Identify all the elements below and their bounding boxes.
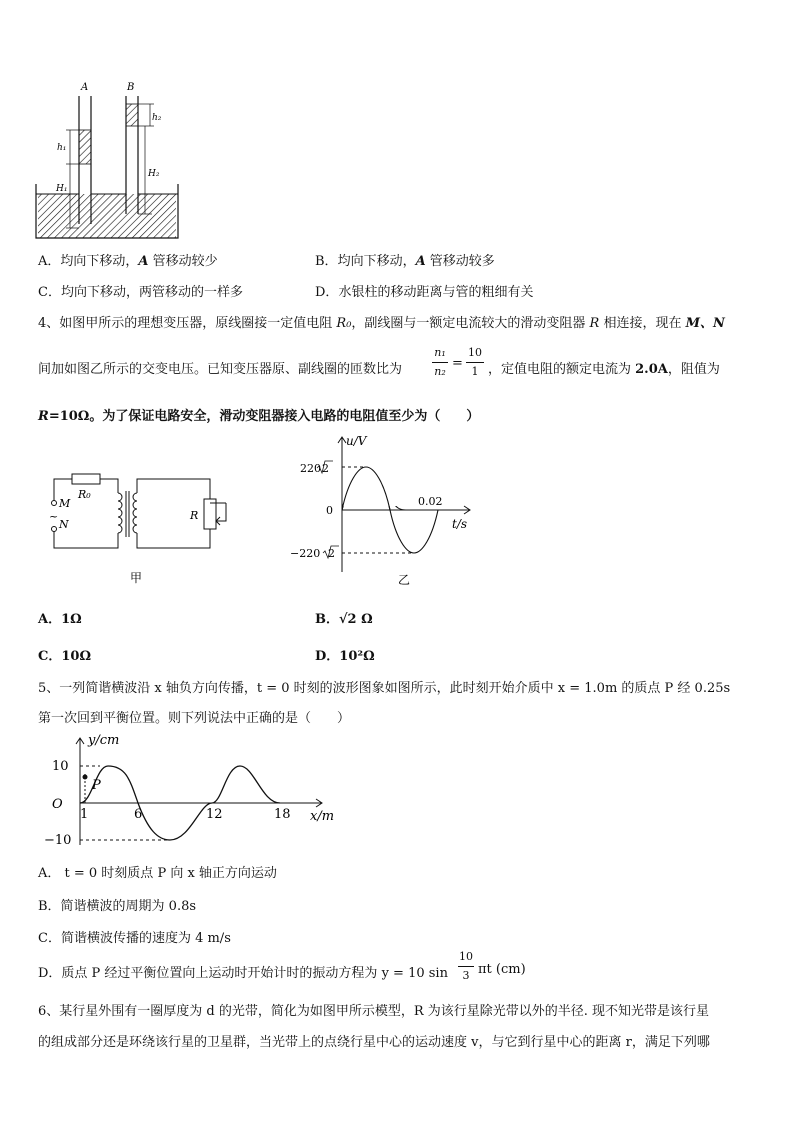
q3-option-c-text: 均向下移动，两管移动的一样多 xyxy=(60,285,243,300)
label-r: R xyxy=(190,509,199,522)
tube-b-mercury xyxy=(126,104,138,126)
wave-y-top: 10 xyxy=(52,759,69,774)
label-tilde: ~ xyxy=(49,510,59,523)
ratio-bar-2 xyxy=(466,362,484,363)
ratio-1: 1 xyxy=(471,365,479,378)
q3-option-a-letter: A． xyxy=(38,254,61,269)
q3-option-a-text: 均向下移动， xyxy=(60,254,139,269)
wave-tick-18: 18 xyxy=(274,807,291,822)
label-h1: h₁ xyxy=(57,143,67,153)
wave-tick-12: 12 xyxy=(206,807,223,822)
q6-stem-line1: 6、某行星外围有一圈厚度为 d 的光带，简化为如图甲所示模型，R 为该行星除光带以外的半径. 现不知光带是该行星 xyxy=(38,1004,710,1019)
q3-option-b-text: 均向下移动， xyxy=(337,254,416,269)
q5-stem-line2: 第一次回到平衡位置。则下列说法中正确的是（ ） xyxy=(38,711,351,726)
primary-coil xyxy=(118,493,122,533)
q4-stem-line1: 4、如图甲所示的理想变压器，原线圈接一定值电阻 R₀，副线圈与一额定电流较大的滑动变阻器 R 相连接，现在 M、N xyxy=(38,316,725,331)
wave-y-bot: −10 xyxy=(44,833,72,848)
graph-zero: 0 xyxy=(326,504,333,517)
wave-tick-6: 6 xyxy=(134,807,143,822)
graph-y-top: 220 xyxy=(300,462,321,475)
wave-ylabel: y/cm xyxy=(88,733,120,748)
q3-option-a-tail: 管移动较少 xyxy=(148,254,218,269)
ratio-10: 10 xyxy=(468,346,482,359)
q3-option-c[interactable] xyxy=(38,281,243,300)
q5-option-d-bar xyxy=(458,966,474,967)
label-m: M xyxy=(59,497,71,510)
q5-option-d-num: 10 xyxy=(459,950,473,963)
q3-option-c-letter: C． xyxy=(38,285,61,300)
q3-option-b[interactable] xyxy=(315,250,495,269)
q3-option-d-letter: D． xyxy=(315,285,339,300)
label-a: A xyxy=(81,82,89,93)
graph-t-end: 0.02 xyxy=(418,495,443,508)
mercury-tubes-figure xyxy=(30,78,190,243)
q5-stem-line1: 5、一列简谐横波沿 x 轴负方向传播，t = 0 时刻的波形图象如图所示，此时刻开始介质中 x = 1.0m 的质点 P 经 0.25s xyxy=(38,681,731,696)
q5-option-d-text: D．质点 P 经过平衡位置向上运动时开始计时的振动方程为 y = 10 sin xyxy=(38,966,448,981)
label-n: N xyxy=(59,518,69,531)
mercury-trough xyxy=(38,194,176,238)
resistor-r0 xyxy=(72,474,100,484)
q5-option-d[interactable] xyxy=(38,962,448,981)
q5-option-b[interactable]: B．简谐横波的周期为 0.8s xyxy=(38,899,197,914)
q4-stem-line2-tail: ，定值电阻的额定电流为 2.0A，阻值为 xyxy=(488,362,720,377)
graph-ylabel: u/V xyxy=(346,434,367,448)
caption-yi: 乙 xyxy=(398,573,411,587)
q4-stem-line3: R=10Ω。为了保证电路安全，滑动变阻器接入电路的电阻值至少为（ ） xyxy=(38,409,480,424)
wave-tick-1: 1 xyxy=(80,807,89,822)
label-r0: R₀ xyxy=(78,488,91,501)
q3-option-d[interactable] xyxy=(315,281,533,300)
wave-graph xyxy=(40,730,350,850)
label-b: B xyxy=(127,82,135,93)
q4-option-a[interactable]: A．1Ω xyxy=(38,612,82,627)
point-p xyxy=(83,775,88,780)
graph-xlabel: t/s xyxy=(452,517,468,531)
wave-xlabel: x/m xyxy=(310,809,335,824)
q3-option-b-letter: B． xyxy=(315,254,338,269)
label-big-h2: H₂ xyxy=(148,169,160,179)
graph-y-bot: −220 xyxy=(290,547,321,560)
transformer-circuit-figure xyxy=(40,465,250,590)
voltage-time-graph xyxy=(280,432,480,587)
q3-option-b-tail: 管移动较多 xyxy=(425,254,495,269)
ratio-n1: n₁ xyxy=(434,346,446,359)
q4-option-c[interactable]: C．10Ω xyxy=(38,649,92,664)
label-h2: h₂ xyxy=(152,113,162,123)
q5-option-a[interactable]: A． t = 0 时刻质点 P 向 x 轴正方向运动 xyxy=(38,866,277,881)
caption-jia: 甲 xyxy=(130,571,143,585)
graph-y-top-sqrt: 2 xyxy=(322,462,329,475)
ratio-equals: = xyxy=(452,356,463,371)
q3-option-d-text: 水银柱的移动距离与管的粗细有关 xyxy=(338,285,534,300)
tube-a-mercury xyxy=(79,130,91,164)
q6-stem-line2: 的组成部分还是环绕该行星的卫星群，当光带上的点绕行星中心的运动速度 v，与它到行星中心的距离 r，满足下列哪 xyxy=(38,1035,710,1050)
q3-option-a[interactable] xyxy=(38,250,218,269)
graph-y-bot-sqrt: 2 xyxy=(328,547,335,560)
label-big-h1: H₁ xyxy=(56,184,68,194)
ratio-n2: n₂ xyxy=(434,365,446,378)
q5-option-d-tail: πt (cm) xyxy=(478,962,526,977)
q3-option-a-tube: A xyxy=(138,254,149,269)
terminal-n xyxy=(52,527,57,532)
terminal-m xyxy=(52,501,57,506)
ratio-bar-1 xyxy=(432,362,448,363)
wave-point-label: P xyxy=(92,778,101,793)
wave-origin: O xyxy=(52,797,63,812)
q3-option-b-tube: A xyxy=(415,254,426,269)
q5-option-d-den: 3 xyxy=(462,969,470,982)
secondary-coil xyxy=(133,493,137,533)
q4-option-d[interactable]: D．10²Ω xyxy=(315,649,375,664)
q5-option-c[interactable]: C．简谐横波传播的速度为 4 m/s xyxy=(38,931,231,946)
q4-option-b[interactable]: B．√2 Ω xyxy=(315,612,373,627)
q4-stem-line2: 间加如图乙所示的交变电压。已知变压器原、副线圈的匝数比为 xyxy=(38,362,403,377)
